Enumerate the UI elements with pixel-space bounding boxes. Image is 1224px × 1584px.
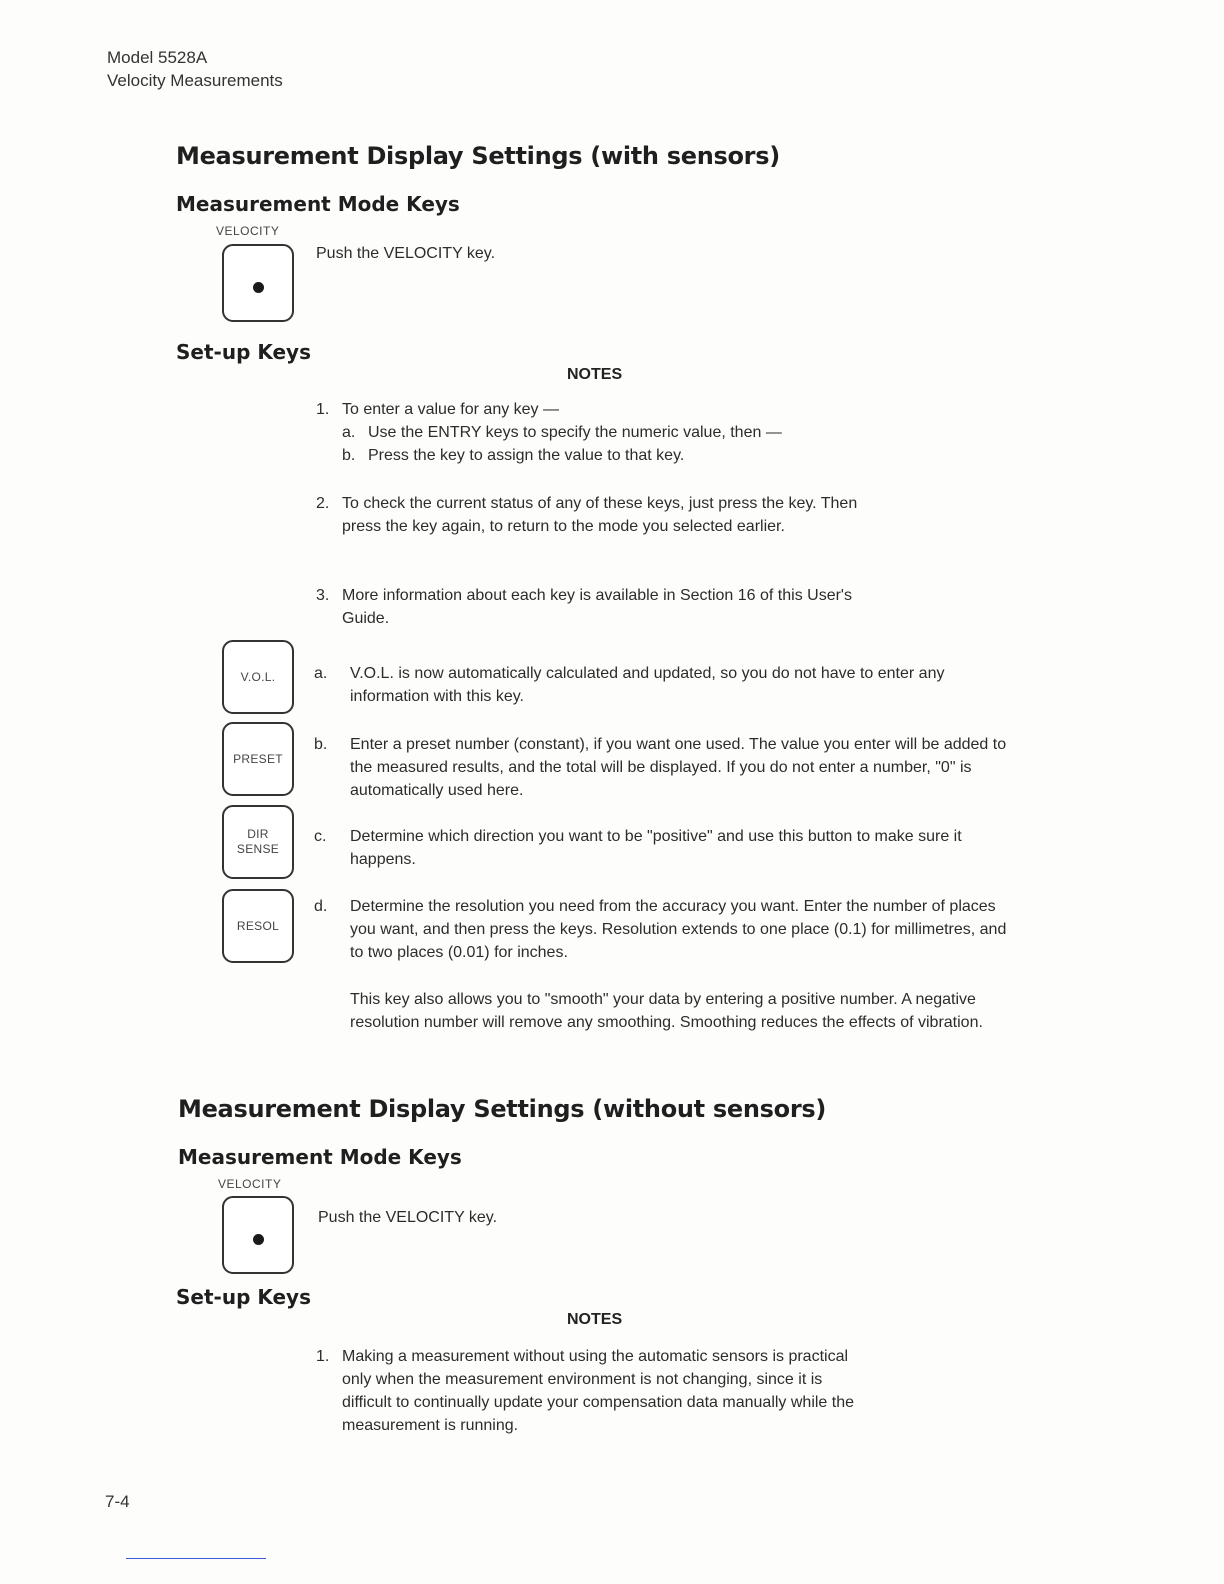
section2-title: Measurement Display Settings (without sensors) bbox=[178, 1095, 827, 1123]
indicator-dot-icon bbox=[253, 282, 264, 293]
item-mark: c. bbox=[314, 828, 327, 845]
note-text: More information about each key is available in Section 16 of this User's Guide. bbox=[342, 587, 852, 627]
item-text: Determine which direction you want to be "positive" and use this button to make sure it happens. bbox=[350, 828, 962, 868]
indicator-dot-icon bbox=[253, 1234, 264, 1245]
preset-key-label: PRESET bbox=[233, 751, 283, 766]
velocity-key-label: VELOCITY bbox=[218, 1177, 282, 1191]
resol-key[interactable] bbox=[222, 889, 294, 963]
note-number: 2. bbox=[316, 495, 330, 512]
dir-sense-key-line2: SENSE bbox=[236, 842, 280, 856]
section2-note-1 bbox=[316, 1345, 876, 1437]
note-sub-mark: a. bbox=[342, 424, 356, 441]
header-model: Model 5528A bbox=[107, 48, 208, 67]
resol-key-label: RESOL bbox=[236, 918, 280, 933]
item-mark: a. bbox=[314, 665, 328, 682]
note-sub-text: Use the ENTRY keys to specify the numeric value, then — bbox=[368, 424, 782, 441]
item-text: Determine the resolution you need from the accuracy you want. Enter the number of places you want, and then press the keys. Resolution extends to one place (0.1) for millimetres, and to two places (0.01) for inches. bbox=[350, 898, 1007, 961]
bottom-rule bbox=[126, 1558, 266, 1559]
dir-sense-key-line1: DIR bbox=[247, 827, 269, 841]
note-number: 1. bbox=[316, 401, 330, 418]
note-sub-text: Press the key to assign the value to that key. bbox=[368, 447, 685, 464]
section2-mode-heading: Measurement Mode Keys bbox=[178, 1145, 462, 1169]
vol-key-description bbox=[314, 662, 1014, 708]
velocity-instruction: Push the VELOCITY key. bbox=[316, 245, 496, 262]
page-number: 7-4 bbox=[105, 1492, 130, 1511]
note-number: 1. bbox=[316, 1348, 330, 1365]
section1-note-3 bbox=[316, 584, 876, 630]
section1-mode-heading: Measurement Mode Keys bbox=[176, 192, 460, 216]
running-header bbox=[107, 46, 283, 92]
dir-sense-key-description bbox=[314, 825, 1014, 871]
velocity-instruction: Push the VELOCITY key. bbox=[318, 1209, 498, 1226]
section1-note-2 bbox=[316, 492, 876, 538]
velocity-key[interactable] bbox=[222, 1196, 294, 1274]
note-number: 3. bbox=[316, 587, 330, 604]
item-mark: b. bbox=[314, 736, 328, 753]
dir-sense-key[interactable] bbox=[222, 805, 294, 879]
note-text: To enter a value for any key — bbox=[342, 401, 559, 418]
section1-notes-title: NOTES bbox=[567, 366, 623, 383]
section1-note-1 bbox=[316, 398, 876, 467]
note-text: Making a measurement without using the automatic sensors is practical only when the measurement environment is not changing, since it is difficult to continually update your compensation data manually while the measurement is running. bbox=[342, 1348, 855, 1434]
resol-key-description bbox=[314, 895, 1014, 964]
section1-setup-heading: Set-up Keys bbox=[176, 340, 311, 364]
preset-key[interactable] bbox=[222, 722, 294, 796]
item-text: Enter a preset number (constant), if you want one used. The value you enter will be added to the measured results, and the total will be displayed. If you do not enter a number, "0" is automatically used here. bbox=[350, 736, 1007, 799]
vol-key-label: V.O.L. bbox=[240, 669, 276, 684]
item-text: V.O.L. is now automatically calculated and updated, so you do not have to enter any information with this key. bbox=[350, 665, 945, 705]
vol-key[interactable] bbox=[222, 640, 294, 714]
velocity-key-label: VELOCITY bbox=[216, 224, 280, 238]
velocity-key[interactable] bbox=[222, 244, 294, 322]
item-mark: d. bbox=[314, 898, 328, 915]
header-section: Velocity Measurements bbox=[107, 71, 283, 90]
note-sub-mark: b. bbox=[342, 447, 356, 464]
section1-title: Measurement Display Settings (with sensors) bbox=[176, 142, 780, 170]
section2-notes-title: NOTES bbox=[567, 1311, 623, 1328]
section2-setup-heading: Set-up Keys bbox=[176, 1285, 311, 1309]
resol-key-extra: This key also allows you to "smooth" your data by entering a positive number. A negative resolution number will remove any smoothing. Smoothing reduces the effects of vibration. bbox=[350, 991, 983, 1031]
preset-key-description bbox=[314, 733, 1014, 802]
note-text: To check the current status of any of these keys, just press the key. Then press the key again, to return to the mode you selected earlier. bbox=[342, 495, 858, 535]
